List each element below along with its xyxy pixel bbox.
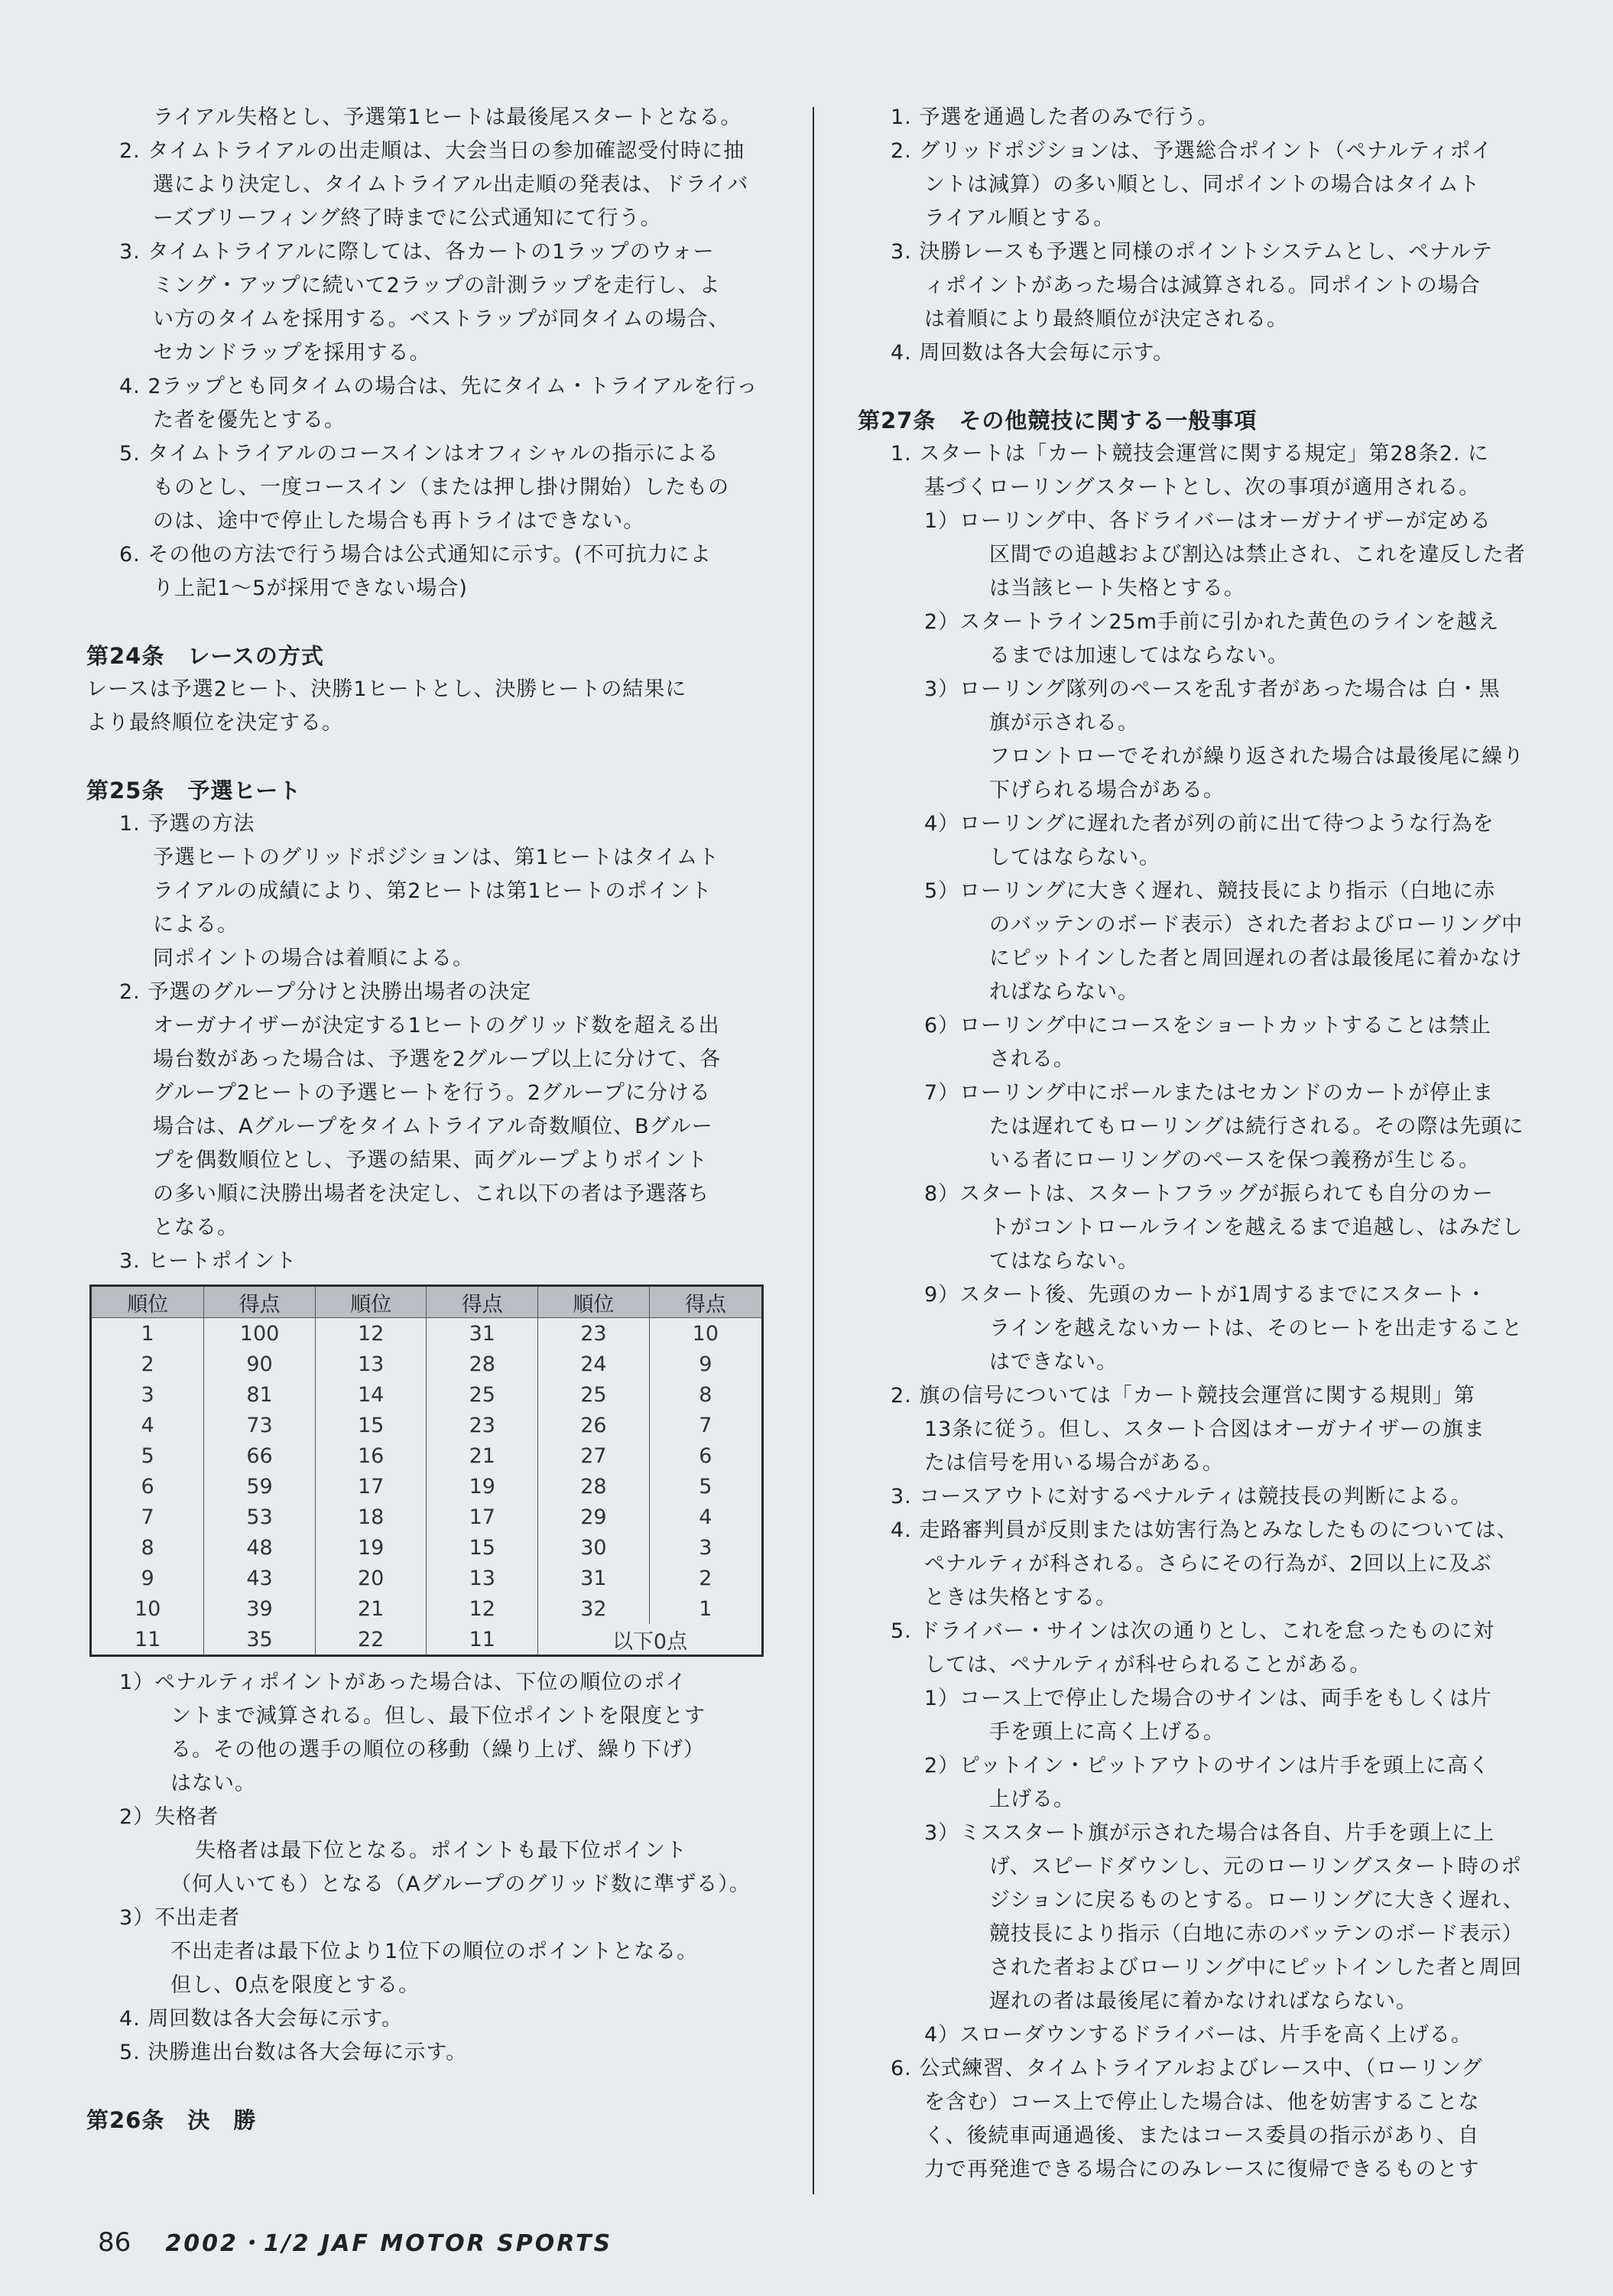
table-cell: 73: [204, 1410, 316, 1440]
text-line: となる。: [153, 1216, 239, 1239]
text-line: 1）コース上で停止した場合のサインは、両手をもしくは片: [924, 1687, 1492, 1710]
article25-body: [86, 807, 763, 1278]
text-line: プを偶数順位とし、予選の結果、両グループよりポイント: [153, 1148, 708, 1172]
text-line: 但し、0点を限度とする。: [170, 1973, 420, 1997]
article24-heading: 第24条 レースの方式: [86, 643, 324, 669]
text-line: された者およびローリング中にピットインした者と周回: [989, 1956, 1523, 1979]
heat-points-notes: [86, 1666, 763, 2070]
table-cell: 26: [538, 1410, 650, 1440]
text-line: しては、ペナルティが科せられることがある。: [924, 1653, 1371, 1677]
page-number: 86: [98, 2227, 131, 2258]
text-line: 1）ローリング中、各ドライバーはオーガナイザーが定める: [924, 509, 1491, 533]
table-row: [91, 1379, 763, 1410]
text-line: 6. 公式練習、タイムトライアルおよびレース中、（ローリング: [891, 2057, 1483, 2080]
table-cell: 17: [315, 1471, 427, 1502]
text-line: たは遅れてもローリングは続行される。その際は先頭に: [989, 1115, 1524, 1138]
text-line: 5）ローリングに大きく遅れ、競技長により指示（白地に赤: [924, 879, 1496, 903]
text-line: される。: [989, 1047, 1075, 1071]
table-cell: 11: [427, 1624, 538, 1656]
table-cell: 11: [91, 1624, 204, 1656]
text-line: による。: [153, 913, 239, 937]
text-line: 失格者は最下位となる。ポイントも最下位ポイント: [195, 1839, 687, 1862]
table-cell: 9: [649, 1349, 762, 1379]
table-cell: 4: [91, 1410, 204, 1440]
text-line: 3. タイムトライアルに際しては、各カートの1ラップのウォー: [119, 240, 715, 264]
table-cell: 以下0点: [538, 1624, 763, 1656]
text-line: く、後続車両通過後、またはコース委員の指示があり、自: [924, 2124, 1480, 2148]
table-cell: 17: [427, 1502, 538, 1532]
table-cell: 35: [204, 1624, 316, 1656]
text-line: り上記1～5が採用できない場合): [153, 576, 468, 600]
text-line: 力で再発進できる場合にのみレースに復帰できるものとす: [924, 2158, 1480, 2181]
text-line: 上げる。: [989, 1788, 1075, 1811]
table-cell: 30: [538, 1532, 650, 1563]
table-cell: 59: [204, 1471, 316, 1502]
text-line: 4）ローリングに遅れた者が列の前に出て待つような行為を: [924, 812, 1495, 836]
text-line: フロントローでそれが繰り返された場合は最後尾に繰り: [989, 745, 1524, 768]
article25-heading: 第25条 予選ヒート: [86, 778, 302, 804]
table-row: [91, 1563, 763, 1593]
text-line: いる者にローリングのペースを保つ義務が生じる。: [989, 1148, 1481, 1172]
table-cell: 31: [427, 1318, 538, 1349]
article27-body: [858, 437, 1534, 2187]
text-line: 競技長により指示（白地に赤のバッテンのボード表示）: [989, 1922, 1524, 1946]
text-line: 4. 2ラップとも同タイムの場合は、先にタイム・トライアルを行っ: [119, 375, 758, 398]
text-line: のは、途中で停止した場合も再トライはできない。: [153, 509, 645, 533]
table-cell: 9: [91, 1563, 204, 1593]
text-line: 3. ヒートポイント: [119, 1249, 297, 1273]
text-line: 遅れの者は最後尾に着かなければならない。: [989, 1989, 1417, 2013]
table-header-row: [91, 1286, 763, 1318]
text-line: ライアル失格とし、予選第1ヒートは最後尾スタートとなる。: [153, 106, 742, 129]
text-line: を含む）コース上で停止した場合は、他を妨害することな: [924, 2090, 1480, 2114]
table-cell: 1: [649, 1593, 762, 1624]
text-line: るまでは加速してはならない。: [989, 644, 1289, 667]
magazine-title: 2002・1/2 JAF MOTOR SPORTS: [165, 2230, 613, 2257]
column-divider: [813, 107, 814, 2194]
text-line: た者を優先とする。: [153, 408, 346, 432]
text-line: 2. タイムトライアルの出走順は、大会当日の参加確認受付時に抽: [119, 139, 745, 163]
text-line: 4. 周回数は各大会毎に示す。: [891, 341, 1175, 365]
table-cell: 48: [204, 1532, 316, 1563]
table-cell: 8: [649, 1379, 762, 1410]
text-line: 3）不出走者: [119, 1906, 241, 1930]
table-cell: 19: [315, 1532, 427, 1563]
table-header-cell: 得点: [427, 1286, 538, 1318]
table-cell: 5: [91, 1440, 204, 1471]
text-line: はできない。: [989, 1350, 1118, 1374]
text-line: 不出走者は最下位より1位下の順位のポイントとなる。: [170, 1940, 699, 1963]
text-line: 9）スタート後、先頭のカートが1周するまでにスタート・: [924, 1283, 1488, 1307]
table-cell: 43: [204, 1563, 316, 1593]
table-header-cell: 順位: [315, 1286, 427, 1318]
text-line: ントは減算）の多い順とし、同ポイントの場合はタイムト: [924, 173, 1481, 196]
table-cell: 23: [427, 1410, 538, 1440]
text-line: のバッテンのボード表示）された者およびローリング中: [989, 913, 1524, 937]
text-line: は着順により最終順位が決定される。: [924, 307, 1288, 331]
text-line: 2. 予選のグループ分けと決勝出場者の決定: [119, 980, 532, 1004]
text-line: 13条に従う。但し、スタート合図はオーガナイザーの旗ま: [924, 1418, 1485, 1441]
table-cell: 24: [538, 1349, 650, 1379]
table-cell: 39: [204, 1593, 316, 1624]
left-column: [86, 101, 763, 2137]
article23-continuation: [86, 101, 763, 606]
table-cell: 100: [204, 1318, 316, 1349]
table-cell: 13: [427, 1563, 538, 1593]
text-line: ミング・アップに続いて2ラップの計測ラップを走行し、よ: [153, 274, 721, 297]
table-cell: 28: [427, 1349, 538, 1379]
text-line: にピットインした者と周回遅れの者は最後尾に着かなけ: [989, 947, 1523, 970]
text-line: 3）ミススタート旗が示された場合は各自、片手を頭上に上: [924, 1821, 1495, 1845]
table-cell: 2: [91, 1349, 204, 1379]
table-cell: 31: [538, 1563, 650, 1593]
table-row: [91, 1624, 763, 1656]
page-footer: [98, 2224, 612, 2258]
table-row: [91, 1502, 763, 1532]
table-cell: 25: [538, 1379, 650, 1410]
table-row: [91, 1349, 763, 1379]
text-line: 4. 周回数は各大会毎に示す。: [119, 2007, 404, 2031]
text-line: オーガナイザーが決定する1ヒートのグリッド数を超える出: [153, 1014, 720, 1038]
table-cell: 66: [204, 1440, 316, 1471]
text-line: （何人いても）となる（Aグループのグリッド数に準ずる）。: [170, 1872, 751, 1896]
text-line: セカンドラップを採用する。: [153, 341, 431, 365]
text-line: ントまで減算される。但し、最下位ポイントを限度とす: [170, 1704, 706, 1728]
text-line: ィポイントがあった場合は減算される。同ポイントの場合: [924, 274, 1481, 297]
text-line: は当該ヒート失格とする。: [989, 576, 1245, 600]
table-cell: 21: [427, 1440, 538, 1471]
text-line: ーズブリーフィング終了時までに公式通知にて行う。: [153, 206, 662, 230]
text-line: 3. コースアウトに対するペナルティは競技長の判断による。: [891, 1485, 1472, 1508]
table-row: [91, 1593, 763, 1624]
text-line: ときは失格とする。: [924, 1586, 1117, 1609]
table-cell: 22: [315, 1624, 427, 1656]
text-line: 5. 決勝進出台数は各大会毎に示す。: [119, 2041, 468, 2064]
table-row: [91, 1440, 763, 1471]
article24-line: より最終順位を決定する。: [86, 711, 343, 735]
table-row: [91, 1471, 763, 1502]
text-line: 6）ローリング中にコースをショートカットすることは禁止: [924, 1014, 1491, 1038]
text-line: 2. 旗の信号については「カート競技会運営に関する規則」第: [891, 1384, 1475, 1408]
table-header-cell: 順位: [538, 1286, 650, 1318]
text-line: 2）スタートライン25m手前に引かれた黄色のラインを越え: [924, 610, 1500, 634]
text-line: 8）スタートは、スタートフラッグが振られても自分のカー: [924, 1182, 1494, 1206]
right-column: [858, 101, 1534, 2187]
table-cell: 6: [91, 1471, 204, 1502]
text-line: ものとし、一度コースイン（または押し掛け開始）したもの: [153, 476, 730, 499]
text-line: 7）ローリング中にポールまたはセカンドのカートが停止ま: [924, 1081, 1495, 1105]
table-row: [91, 1532, 763, 1563]
table-row: [91, 1318, 763, 1349]
text-line: してはならない。: [989, 846, 1160, 869]
text-line: げ、スピードダウンし、元のローリングスタート時のポ: [989, 1855, 1523, 1879]
table-row: [91, 1410, 763, 1440]
text-line: 区間での追越および割込は禁止され、これを違反した者: [989, 543, 1526, 567]
text-line: ペナルティが科される。さらにその行為が、2回以上に及ぶ: [924, 1552, 1492, 1576]
text-line: たは信号を用いる場合がある。: [924, 1451, 1224, 1475]
text-line: 5. ドライバー・サインは次の通りとし、これを怠ったものに対: [891, 1619, 1495, 1643]
text-line: 6. その他の方法で行う場合は公式通知に示す。(不可抗力によ: [119, 543, 712, 567]
table-cell: 13: [315, 1349, 427, 1379]
table-cell: 4: [649, 1502, 762, 1532]
text-line: 2）ピットイン・ピットアウトのサインは片手を頭上に高く: [924, 1754, 1490, 1778]
text-line: の多い順に決勝出場者を決定し、これ以下の者は予選落ち: [153, 1182, 709, 1206]
table-cell: 20: [315, 1563, 427, 1593]
table-cell: 10: [91, 1593, 204, 1624]
table-cell: 12: [315, 1318, 427, 1349]
table-cell: 3: [649, 1532, 762, 1563]
text-line: 選により決定し、タイムトライアル出走順の発表は、ドライバ: [153, 173, 749, 196]
table-cell: 8: [91, 1532, 204, 1563]
text-line: る。その他の選手の順位の移動（繰り上げ、繰り下げ）: [170, 1738, 705, 1762]
table-cell: 21: [315, 1593, 427, 1624]
table-cell: 1: [91, 1318, 204, 1349]
table-header-cell: 順位: [91, 1286, 204, 1318]
article26-heading: 第26条 決 勝: [86, 2107, 257, 2133]
text-line: ラインを越えないカートは、そのヒートを出走すること: [989, 1317, 1524, 1340]
text-line: 同ポイントの場合は着順による。: [153, 947, 474, 970]
table-cell: 7: [91, 1502, 204, 1532]
text-line: 場台数があった場合は、予選を2グループ以上に分けて、各: [153, 1047, 722, 1071]
table-cell: 18: [315, 1502, 427, 1532]
text-line: 基づくローリングスタートとし、次の事項が適用される。: [924, 476, 1481, 499]
text-line: トがコントロールラインを越えるまで追越し、はみだし: [989, 1216, 1524, 1239]
table-cell: 23: [538, 1318, 650, 1349]
table-cell: 15: [427, 1532, 538, 1563]
text-line: 1. スタートは「カート競技会運営に関する規定」第28条2. に: [891, 442, 1490, 466]
table-cell: 28: [538, 1471, 650, 1502]
table-cell: 14: [315, 1379, 427, 1410]
table-cell: 2: [649, 1563, 762, 1593]
text-line: 1. 予選の方法: [119, 812, 255, 836]
table-cell: 90: [204, 1349, 316, 1379]
table-cell: 27: [538, 1440, 650, 1471]
text-line: グループ2ヒートの予選ヒートを行う。2グループに分ける: [153, 1081, 711, 1105]
text-line: 5. タイムトライアルのコースインはオフィシャルの指示による: [119, 442, 719, 466]
table-cell: 12: [427, 1593, 538, 1624]
table-cell: 15: [315, 1410, 427, 1440]
text-line: 予選ヒートのグリッドポジションは、第1ヒートはタイムト: [153, 846, 720, 869]
table-cell: 16: [315, 1440, 427, 1471]
article24-line: レースは予選2ヒート、決勝1ヒートとし、決勝ヒートの結果に: [86, 677, 687, 701]
text-line: ライアルの成績により、第2ヒートは第1ヒートのポイント: [153, 879, 712, 903]
text-line: 2. グリッドポジションは、予選総合ポイント（ペナルティポイ: [891, 139, 1493, 163]
table-cell: 10: [649, 1318, 762, 1349]
table-cell: 19: [427, 1471, 538, 1502]
table-cell: 5: [649, 1471, 762, 1502]
table-cell: 32: [538, 1593, 650, 1624]
text-line: てはならない。: [989, 1249, 1139, 1273]
table-cell: 7: [649, 1410, 762, 1440]
text-line: 下げられる場合がある。: [989, 778, 1225, 802]
heat-points-table: [89, 1284, 764, 1657]
table-cell: 6: [649, 1440, 762, 1471]
text-line: 4. 走路審判員が反則または妨害行為とみなしたものについては、: [891, 1518, 1518, 1542]
text-line: 手を頭上に高く上げる。: [989, 1720, 1225, 1744]
text-line: 3. 決勝レースも予選と同様のポイントシステムとし、ペナルテ: [891, 240, 1493, 264]
text-line: ジションに戻るものとする。ローリングに大きく遅れ、: [989, 1888, 1524, 1912]
text-line: 場合は、Aグループをタイムトライアル奇数順位、Bグルー: [153, 1115, 713, 1138]
text-line: 2）失格者: [119, 1805, 219, 1829]
article26-body: [858, 101, 1534, 370]
text-line: 4）スローダウンするドライバーは、片手を高く上げる。: [924, 2023, 1472, 2047]
table-cell: 29: [538, 1502, 650, 1532]
article27-heading: 第27条 その他競技に関する一般事項: [858, 408, 1258, 434]
text-line: 1. 予選を通過した者のみで行う。: [891, 106, 1219, 129]
text-line: い方のタイムを採用する。ベストラップが同タイムの場合、: [153, 307, 730, 331]
table-cell: 81: [204, 1379, 316, 1410]
text-line: 1）ペナルティポイントがあった場合は、下位の順位のポイ: [119, 1671, 687, 1694]
text-line: 旗が示される。: [989, 711, 1139, 735]
table-header-cell: 得点: [649, 1286, 762, 1318]
table-header-cell: 得点: [204, 1286, 316, 1318]
text-line: ライアル順とする。: [924, 206, 1115, 230]
table-cell: 25: [427, 1379, 538, 1410]
text-line: はない。: [170, 1772, 256, 1795]
table-cell: 53: [204, 1502, 316, 1532]
text-line: 3）ローリング隊列のペースを乱す者があった場合は 白・黒: [924, 677, 1501, 701]
text-line: ればならない。: [989, 980, 1139, 1004]
table-cell: 3: [91, 1379, 204, 1410]
